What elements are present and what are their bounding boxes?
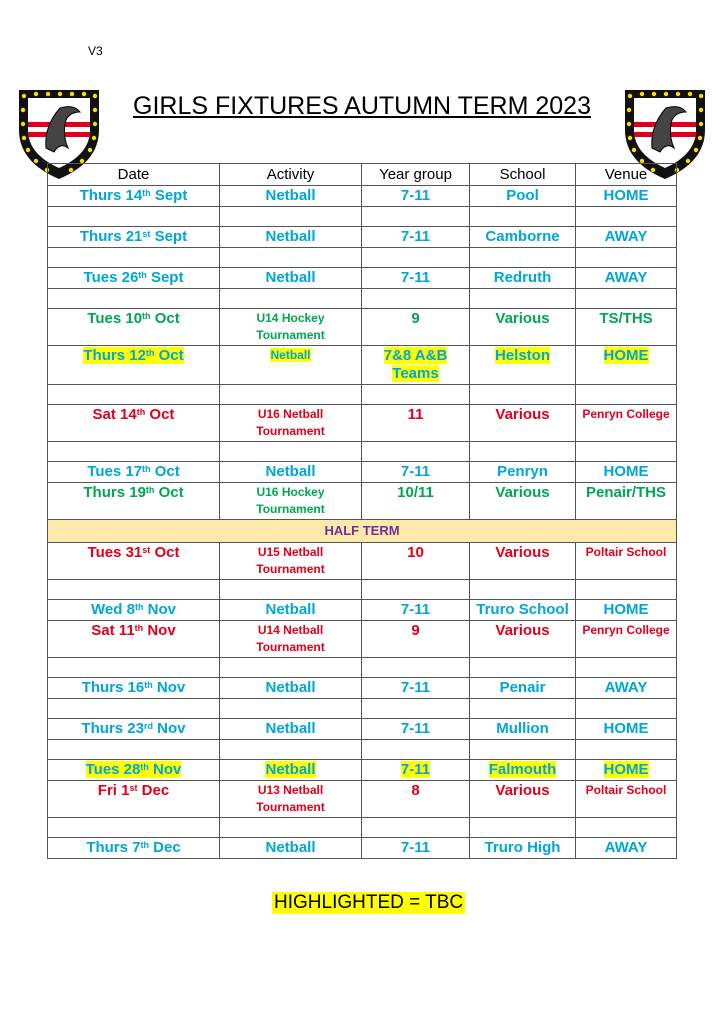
year-group-cell — [362, 309, 470, 346]
venue-cell — [576, 760, 677, 781]
spacer-cell — [576, 385, 677, 405]
venue-cell-text: AWAY — [604, 228, 648, 245]
school-cell-text: Truro School — [476, 601, 569, 618]
venue-cell-text: Penair/THS — [585, 484, 667, 501]
activity-cell — [220, 405, 362, 442]
spacer-cell — [470, 580, 576, 600]
year-group-cell — [362, 346, 470, 385]
venue-cell-text: HOME — [603, 463, 649, 480]
spacer-cell — [220, 740, 362, 760]
school-cell — [470, 405, 576, 442]
venue-cell-text: Poltair School — [585, 545, 667, 559]
date-month: Oct — [154, 484, 184, 501]
spacer-row — [48, 248, 677, 268]
date-month: Nov — [153, 720, 186, 737]
activity-cell-text: Netball — [265, 839, 316, 856]
activity-cell — [220, 483, 362, 520]
date-text — [87, 310, 179, 327]
year-group-cell — [362, 621, 470, 658]
date-suffix: st — [142, 229, 151, 239]
activity-cell — [220, 346, 362, 385]
spacer-cell — [220, 442, 362, 462]
table-row — [48, 678, 677, 699]
spacer-cell — [220, 580, 362, 600]
date-month: Dec — [149, 839, 181, 856]
date-day: Thurs 16 — [81, 679, 145, 696]
version-label: V3 — [88, 44, 103, 58]
date-month: Oct — [150, 463, 180, 480]
date-suffix: th — [134, 623, 144, 633]
activity-cell-text: Netball — [265, 679, 316, 696]
date-day: Tues 28 — [85, 761, 141, 778]
school-cell — [470, 621, 576, 658]
date-day: Thurs 12 — [83, 347, 146, 364]
activity-cell — [220, 227, 362, 248]
date-cell — [48, 227, 220, 248]
year-group-cell — [362, 268, 470, 289]
venue-cell-text: Poltair School — [585, 783, 667, 797]
date-month: Oct — [154, 347, 184, 364]
activity-cell — [220, 781, 362, 818]
table-row — [48, 600, 677, 621]
year-group-cell — [362, 405, 470, 442]
venue-cell — [576, 600, 677, 621]
year-group-cell — [362, 186, 470, 207]
date-month: Sept — [150, 228, 188, 245]
activity-cell — [220, 678, 362, 699]
activity-cell-text: U14 Netball Tournament — [256, 623, 325, 654]
date-day: Thurs 23 — [81, 720, 144, 737]
school-cell — [470, 227, 576, 248]
spacer-cell — [362, 818, 470, 838]
school-cell — [470, 678, 576, 699]
date-day: Wed 8 — [91, 601, 135, 618]
school-cell — [470, 309, 576, 346]
activity-cell-text: Netball — [270, 348, 311, 362]
date-day: Tues 10 — [87, 310, 143, 327]
header-year-group: Year group — [362, 164, 470, 186]
spacer-cell — [220, 818, 362, 838]
year-group-cell — [362, 678, 470, 699]
half-term-label: HALF TERM — [48, 520, 677, 543]
activity-cell-text: U16 Hockey Tournament — [256, 485, 325, 516]
school-cell — [470, 781, 576, 818]
date-suffix: rd — [144, 721, 153, 731]
spacer-cell — [576, 248, 677, 268]
spacer-cell — [48, 248, 220, 268]
spacer-cell — [48, 207, 220, 227]
venue-cell — [576, 781, 677, 818]
date-suffix: th — [136, 407, 146, 417]
date-suffix: th — [142, 464, 151, 474]
year-group-cell — [362, 838, 470, 859]
spacer-cell — [362, 442, 470, 462]
table-row — [48, 309, 677, 346]
venue-cell — [576, 678, 677, 699]
date-suffix: th — [144, 680, 153, 690]
fixtures-table — [47, 163, 677, 859]
school-cell-text: Pool — [506, 187, 539, 204]
year-group-cell — [362, 781, 470, 818]
spacer-cell — [48, 658, 220, 678]
date-month: Nov — [143, 622, 176, 639]
date-cell — [48, 483, 220, 520]
spacer-cell — [362, 740, 470, 760]
date-suffix: th — [140, 762, 149, 772]
spacer-cell — [470, 442, 576, 462]
school-cell-text: Camborne — [485, 228, 560, 245]
venue-cell-text: AWAY — [604, 839, 648, 856]
spacer-cell — [362, 699, 470, 719]
year-group-cell-text: 7-11 — [400, 228, 431, 245]
school-cell-text: Falmouth — [488, 761, 557, 778]
venue-cell-text: AWAY — [604, 269, 648, 286]
date-text — [91, 601, 176, 618]
date-day: Sat 11 — [91, 622, 135, 639]
date-cell — [48, 678, 220, 699]
school-cell-text: Various — [495, 310, 550, 327]
date-suffix: st — [129, 783, 138, 793]
half-term-row — [48, 520, 677, 543]
activity-cell — [220, 600, 362, 621]
year-group-cell-text: 7-11 — [400, 601, 431, 618]
venue-cell — [576, 346, 677, 385]
activity-cell-text: Netball — [265, 761, 316, 778]
spacer-row — [48, 818, 677, 838]
fixtures-body — [48, 186, 677, 859]
date-cell — [48, 346, 220, 385]
school-cell — [470, 268, 576, 289]
activity-cell-text: U16 Netball Tournament — [256, 407, 325, 438]
date-month: Oct — [150, 310, 180, 327]
spacer-cell — [362, 248, 470, 268]
activity-cell-text: Netball — [265, 187, 316, 204]
venue-cell-text: Penryn College — [582, 407, 670, 421]
spacer-cell — [470, 289, 576, 309]
date-text — [88, 544, 180, 561]
table-row — [48, 462, 677, 483]
date-cell — [48, 543, 220, 580]
venue-cell-text: HOME — [603, 187, 649, 204]
venue-cell — [576, 838, 677, 859]
school-cell — [470, 600, 576, 621]
spacer-cell — [48, 289, 220, 309]
venue-cell — [576, 543, 677, 580]
spacer-cell — [576, 442, 677, 462]
date-cell — [48, 719, 220, 740]
activity-cell-text: U13 Netball Tournament — [256, 783, 325, 814]
spacer-cell — [576, 740, 677, 760]
year-group-cell-text: 9 — [411, 622, 420, 639]
date-text — [86, 761, 182, 778]
venue-cell-text: HOME — [603, 720, 649, 737]
date-text — [80, 187, 188, 204]
date-month: Nov — [152, 679, 186, 696]
year-group-cell-text: 7-11 — [400, 679, 431, 696]
date-text — [80, 228, 187, 245]
highlight-legend: HIGHLIGHTED = TBC — [274, 892, 464, 913]
school-cell — [470, 838, 576, 859]
table-row — [48, 543, 677, 580]
header-school: School — [470, 164, 576, 186]
date-day: Thurs 19 — [83, 484, 146, 501]
activity-cell — [220, 760, 362, 781]
year-group-cell-text: 10/11 — [397, 484, 434, 501]
spacer-cell — [362, 289, 470, 309]
activity-cell — [220, 543, 362, 580]
date-text — [98, 782, 169, 799]
spacer-cell — [220, 289, 362, 309]
venue-cell-text: HOME — [603, 601, 649, 618]
year-group-cell-text: 7-11 — [400, 720, 431, 737]
venue-cell-text: Penryn College — [582, 623, 670, 637]
activity-cell-text: Netball — [265, 463, 316, 480]
year-group-cell-text: 11 — [407, 406, 424, 423]
activity-cell-text: Netball — [265, 601, 316, 618]
date-month: Oct — [150, 544, 180, 561]
date-day: Sat 14 — [92, 406, 137, 423]
table-row — [48, 838, 677, 859]
date-month: Sept — [150, 187, 188, 204]
date-text — [81, 720, 185, 737]
date-cell — [48, 268, 220, 289]
date-suffix: th — [145, 348, 155, 358]
year-group-cell-text: 7&8 A&B Teams — [383, 347, 448, 382]
venue-cell — [576, 405, 677, 442]
school-cell-text: Helston — [494, 347, 550, 364]
school-cell-text: Penair — [499, 679, 546, 696]
date-suffix: th — [138, 270, 147, 280]
spacer-cell — [576, 580, 677, 600]
date-day: Tues 26 — [83, 269, 139, 286]
activity-cell-text: U15 Netball Tournament — [256, 545, 325, 576]
date-month: Oct — [145, 406, 175, 423]
date-cell — [48, 309, 220, 346]
year-group-cell-text: 7-11 — [400, 761, 431, 778]
date-day: Thurs 14 — [79, 187, 143, 204]
spacer-cell — [362, 658, 470, 678]
venue-cell — [576, 309, 677, 346]
venue-cell-text: TS/THS — [599, 310, 653, 327]
venue-cell — [576, 483, 677, 520]
year-group-cell-text: 9 — [411, 310, 420, 327]
year-group-cell — [362, 483, 470, 520]
spacer-cell — [48, 442, 220, 462]
date-suffix: th — [140, 840, 149, 850]
spacer-cell — [470, 207, 576, 227]
spacer-row — [48, 289, 677, 309]
school-cell-text: Various — [495, 544, 550, 561]
year-group-cell — [362, 600, 470, 621]
venue-cell — [576, 462, 677, 483]
date-suffix: th — [142, 188, 151, 198]
date-text — [82, 679, 186, 696]
spacer-cell — [576, 658, 677, 678]
spacer-cell — [48, 385, 220, 405]
year-group-cell — [362, 227, 470, 248]
spacer-row — [48, 699, 677, 719]
venue-cell — [576, 621, 677, 658]
date-text — [87, 463, 179, 480]
activity-cell — [220, 621, 362, 658]
venue-cell — [576, 186, 677, 207]
activity-cell-text: Netball — [265, 269, 316, 286]
date-month: Dec — [137, 782, 170, 799]
spacer-cell — [470, 248, 576, 268]
spacer-cell — [362, 580, 470, 600]
spacer-cell — [48, 740, 220, 760]
year-group-cell — [362, 462, 470, 483]
date-month: Sept — [146, 269, 184, 286]
school-cell-text: Various — [495, 484, 550, 501]
table-row — [48, 268, 677, 289]
year-group-cell-text: 7-11 — [400, 269, 431, 286]
table-header-row — [48, 164, 677, 186]
venue-cell-text: HOME — [603, 761, 649, 778]
date-cell — [48, 781, 220, 818]
date-month: Nov — [143, 601, 176, 618]
date-suffix: th — [142, 311, 151, 321]
spacer-cell — [220, 699, 362, 719]
date-day: Tues 17 — [87, 463, 143, 480]
spacer-cell — [470, 385, 576, 405]
date-text — [91, 622, 175, 639]
spacer-cell — [220, 207, 362, 227]
table-row — [48, 719, 677, 740]
year-group-cell-text: 7-11 — [400, 463, 431, 480]
date-suffix: th — [134, 602, 144, 612]
date-cell — [48, 405, 220, 442]
table-row — [48, 186, 677, 207]
school-cell-text: Various — [495, 622, 550, 639]
date-cell — [48, 760, 220, 781]
activity-cell — [220, 186, 362, 207]
spacer-cell — [362, 207, 470, 227]
school-cell-text: Penryn — [497, 463, 548, 480]
activity-cell — [220, 309, 362, 346]
activity-cell — [220, 719, 362, 740]
header-venue: Venue — [576, 164, 677, 186]
spacer-cell — [48, 699, 220, 719]
table-row — [48, 621, 677, 658]
activity-cell — [220, 268, 362, 289]
school-cell — [470, 346, 576, 385]
activity-cell-text: U14 Hockey Tournament — [256, 311, 325, 342]
activity-cell-text: Netball — [265, 228, 316, 245]
spacer-row — [48, 740, 677, 760]
spacer-row — [48, 442, 677, 462]
spacer-cell — [48, 818, 220, 838]
spacer-cell — [576, 818, 677, 838]
date-text — [83, 347, 183, 364]
school-cell-text: Truro High — [484, 839, 561, 856]
school-cell-text: Redruth — [493, 269, 552, 286]
activity-cell — [220, 462, 362, 483]
date-text — [83, 484, 183, 501]
table-row — [48, 405, 677, 442]
spacer-cell — [470, 699, 576, 719]
spacer-cell — [576, 289, 677, 309]
spacer-row — [48, 658, 677, 678]
table-row — [48, 227, 677, 248]
date-text — [93, 406, 175, 423]
table-row — [48, 760, 677, 781]
year-group-cell — [362, 760, 470, 781]
school-cell-text: Various — [495, 406, 550, 423]
school-cell — [470, 719, 576, 740]
activity-cell-text: Netball — [265, 720, 316, 737]
date-cell — [48, 462, 220, 483]
venue-cell-text: AWAY — [604, 679, 648, 696]
date-cell — [48, 621, 220, 658]
school-cell-text: Various — [495, 782, 550, 799]
date-suffix: th — [145, 485, 155, 495]
year-group-cell — [362, 719, 470, 740]
venue-cell — [576, 268, 677, 289]
date-day: Thurs 7 — [86, 839, 141, 856]
date-month: Nov — [148, 761, 182, 778]
spacer-cell — [48, 580, 220, 600]
spacer-cell — [576, 699, 677, 719]
spacer-cell — [362, 385, 470, 405]
year-group-cell-text: 7-11 — [400, 187, 431, 204]
school-cell — [470, 483, 576, 520]
date-cell — [48, 838, 220, 859]
date-day: Tues 31 — [87, 544, 143, 561]
venue-cell — [576, 227, 677, 248]
date-day: Thurs 21 — [79, 228, 143, 245]
spacer-cell — [220, 248, 362, 268]
date-text — [84, 269, 184, 286]
spacer-cell — [470, 818, 576, 838]
school-cell — [470, 462, 576, 483]
spacer-cell — [470, 740, 576, 760]
school-cell — [470, 186, 576, 207]
venue-cell-text: HOME — [603, 347, 649, 364]
year-group-cell — [362, 543, 470, 580]
spacer-row — [48, 580, 677, 600]
school-cell — [470, 543, 576, 580]
spacer-cell — [220, 658, 362, 678]
date-day: Fri 1 — [97, 782, 130, 799]
spacer-row — [48, 385, 677, 405]
table-row — [48, 346, 677, 385]
school-cell-text: Mullion — [496, 720, 549, 737]
date-text — [86, 839, 180, 856]
date-cell — [48, 600, 220, 621]
year-group-cell-text: 10 — [407, 544, 424, 561]
spacer-cell — [576, 207, 677, 227]
date-cell — [48, 186, 220, 207]
spacer-cell — [220, 385, 362, 405]
page-title: GIRLS FIXTURES AUTUMN TERM 2023 — [133, 92, 591, 120]
table-row — [48, 781, 677, 818]
table-row — [48, 483, 677, 520]
header-activity: Activity — [220, 164, 362, 186]
year-group-cell-text: 7-11 — [400, 839, 431, 856]
activity-cell — [220, 838, 362, 859]
school-cell — [470, 760, 576, 781]
date-suffix: st — [142, 545, 151, 555]
spacer-row — [48, 207, 677, 227]
header-date: Date — [48, 164, 220, 186]
spacer-cell — [470, 658, 576, 678]
venue-cell — [576, 719, 677, 740]
year-group-cell-text: 8 — [411, 782, 420, 799]
